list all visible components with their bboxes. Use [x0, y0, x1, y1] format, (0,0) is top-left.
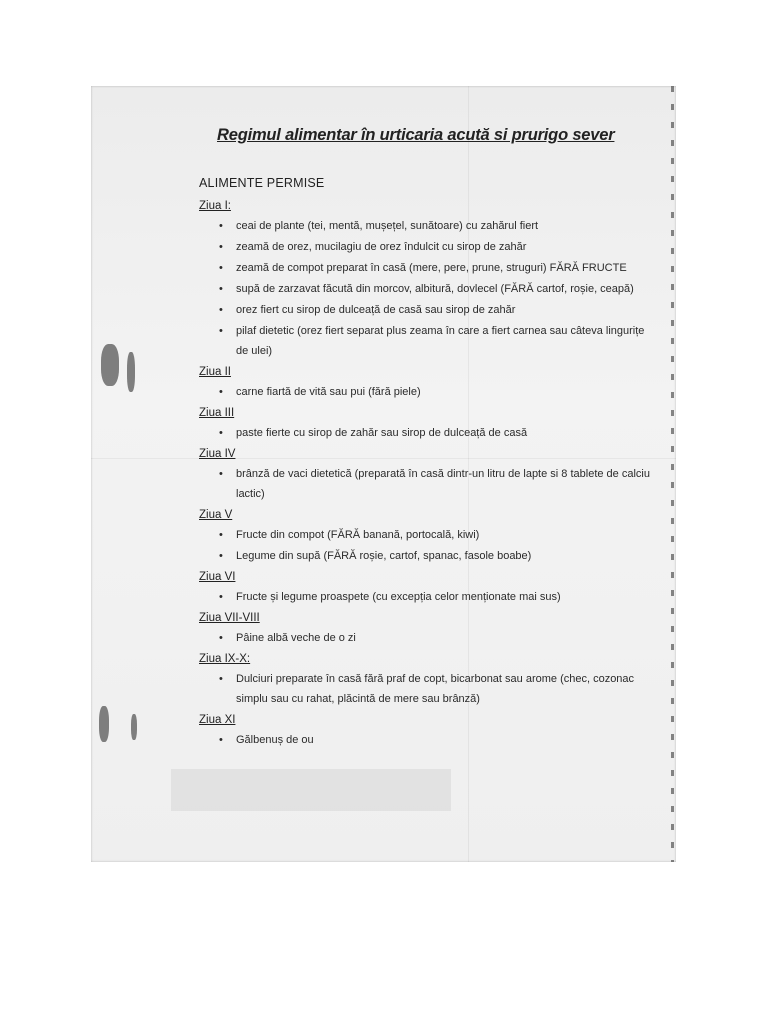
- food-list: [199, 525, 654, 566]
- day-title: Ziua III: [199, 407, 235, 419]
- day-title: Ziua IX-X:: [199, 653, 251, 665]
- bullet-icon: •: [219, 283, 223, 295]
- food-list: [199, 587, 654, 607]
- bullet-icon: •: [219, 220, 223, 232]
- section-heading: ALIMENTE PERMISE: [199, 176, 325, 190]
- day-title: Ziua XI: [199, 714, 236, 726]
- day-block: [199, 567, 654, 607]
- list-item: [199, 669, 654, 709]
- food-list: [199, 423, 654, 443]
- list-item: [199, 628, 654, 648]
- bullet-icon: •: [219, 262, 223, 274]
- scanned-page: [91, 86, 676, 862]
- food-list: [199, 216, 654, 361]
- item-text: Fructe și legume proaspete (cu excepția celor menționate mai sus): [236, 591, 561, 603]
- day-block: [199, 649, 654, 709]
- bullet-icon: •: [219, 550, 223, 562]
- list-item: [199, 279, 654, 299]
- list-item: [199, 730, 654, 750]
- item-text: Dulciuri preparate în casă fără praf de copt, bicarbonat sau arome (chec, cozonac simplu sau cu rahat, plăcintă de mere sau brânză): [236, 673, 635, 705]
- day-title: Ziua V: [199, 509, 233, 521]
- item-text: Fructe din compot (FĂRĂ banană, portocală, kiwi): [236, 529, 480, 541]
- bullet-icon: •: [219, 734, 223, 746]
- bullet-icon: •: [219, 241, 223, 253]
- bullet-icon: •: [219, 673, 223, 685]
- list-item: [199, 258, 654, 278]
- list-item: [199, 300, 654, 320]
- list-item: [199, 216, 654, 236]
- food-list: [199, 628, 654, 648]
- document-title: Regimul alimentar în urticaria acută si prurigo sever: [217, 126, 615, 144]
- day-title: Ziua IV: [199, 448, 236, 460]
- food-list: [199, 669, 654, 709]
- day-block: [199, 608, 654, 648]
- list-item: [199, 382, 654, 402]
- item-text: ceai de plante (tei, mentă, mușețel, sunătoare) cu zahărul fiert: [236, 220, 539, 232]
- day-title: Ziua I:: [199, 200, 231, 212]
- scan-artifact: [127, 352, 135, 392]
- item-text: orez fiert cu sirop de dulceață de casă sau sirop de zahăr: [236, 304, 516, 316]
- day-block: [199, 505, 654, 566]
- item-text: carne fiartă de vită sau pui (fără piele): [236, 386, 421, 398]
- day-title: Ziua II: [199, 366, 231, 378]
- bullet-icon: •: [219, 325, 223, 337]
- list-item: [199, 423, 654, 443]
- scan-edge-shadow: [671, 86, 674, 862]
- list-item: [199, 464, 654, 504]
- day-title: Ziua VII-VIII: [199, 612, 260, 624]
- list-item: [199, 525, 654, 545]
- scan-artifact: [99, 706, 109, 742]
- day-title: Ziua VI: [199, 571, 236, 583]
- day-block: [199, 710, 654, 750]
- bullet-icon: •: [219, 386, 223, 398]
- item-text: paste fierte cu sirop de zahăr sau sirop de dulceață de casă: [236, 427, 528, 439]
- day-block: [199, 196, 654, 361]
- day-block: [199, 403, 654, 443]
- food-list: [199, 730, 654, 750]
- item-text: pilaf dietetic (orez fiert separat plus zeama în care a fiert carnea sau câteva lingurițe de ulei): [236, 325, 645, 357]
- list-item: [199, 587, 654, 607]
- item-text: brânză de vaci dietetică (preparată în casă dintr-un litru de lapte si 8 tablete de calciu lactic): [236, 468, 650, 500]
- day-block: [199, 362, 654, 402]
- food-list: [199, 382, 654, 402]
- item-text: zeamă de compot preparat în casă (mere, pere, prune, struguri) FĂRĂ FRUCTE: [236, 262, 627, 274]
- scan-smudge: [171, 769, 451, 811]
- item-text: Gălbenuș de ou: [236, 734, 314, 746]
- list-item: [199, 546, 654, 566]
- scan-artifact: [131, 714, 137, 740]
- bullet-icon: •: [219, 591, 223, 603]
- day-block: [199, 444, 654, 504]
- diet-days: [199, 196, 654, 751]
- bullet-icon: •: [219, 468, 223, 480]
- scan-artifact: [101, 344, 119, 386]
- bullet-icon: •: [219, 529, 223, 541]
- food-list: [199, 464, 654, 504]
- item-text: Pâine albă veche de o zi: [236, 632, 356, 644]
- item-text: zeamă de orez, mucilagiu de orez îndulcit cu sirop de zahăr: [236, 241, 527, 253]
- list-item: [199, 237, 654, 257]
- bullet-icon: •: [219, 427, 223, 439]
- item-text: Legume din supă (FĂRĂ roșie, cartof, spanac, fasole boabe): [236, 550, 532, 562]
- list-item: [199, 321, 654, 361]
- bullet-icon: •: [219, 632, 223, 644]
- bullet-icon: •: [219, 304, 223, 316]
- item-text: supă de zarzavat făcută din morcov, albitură, dovlecel (FĂRĂ cartof, roșie, ceapă): [236, 283, 634, 295]
